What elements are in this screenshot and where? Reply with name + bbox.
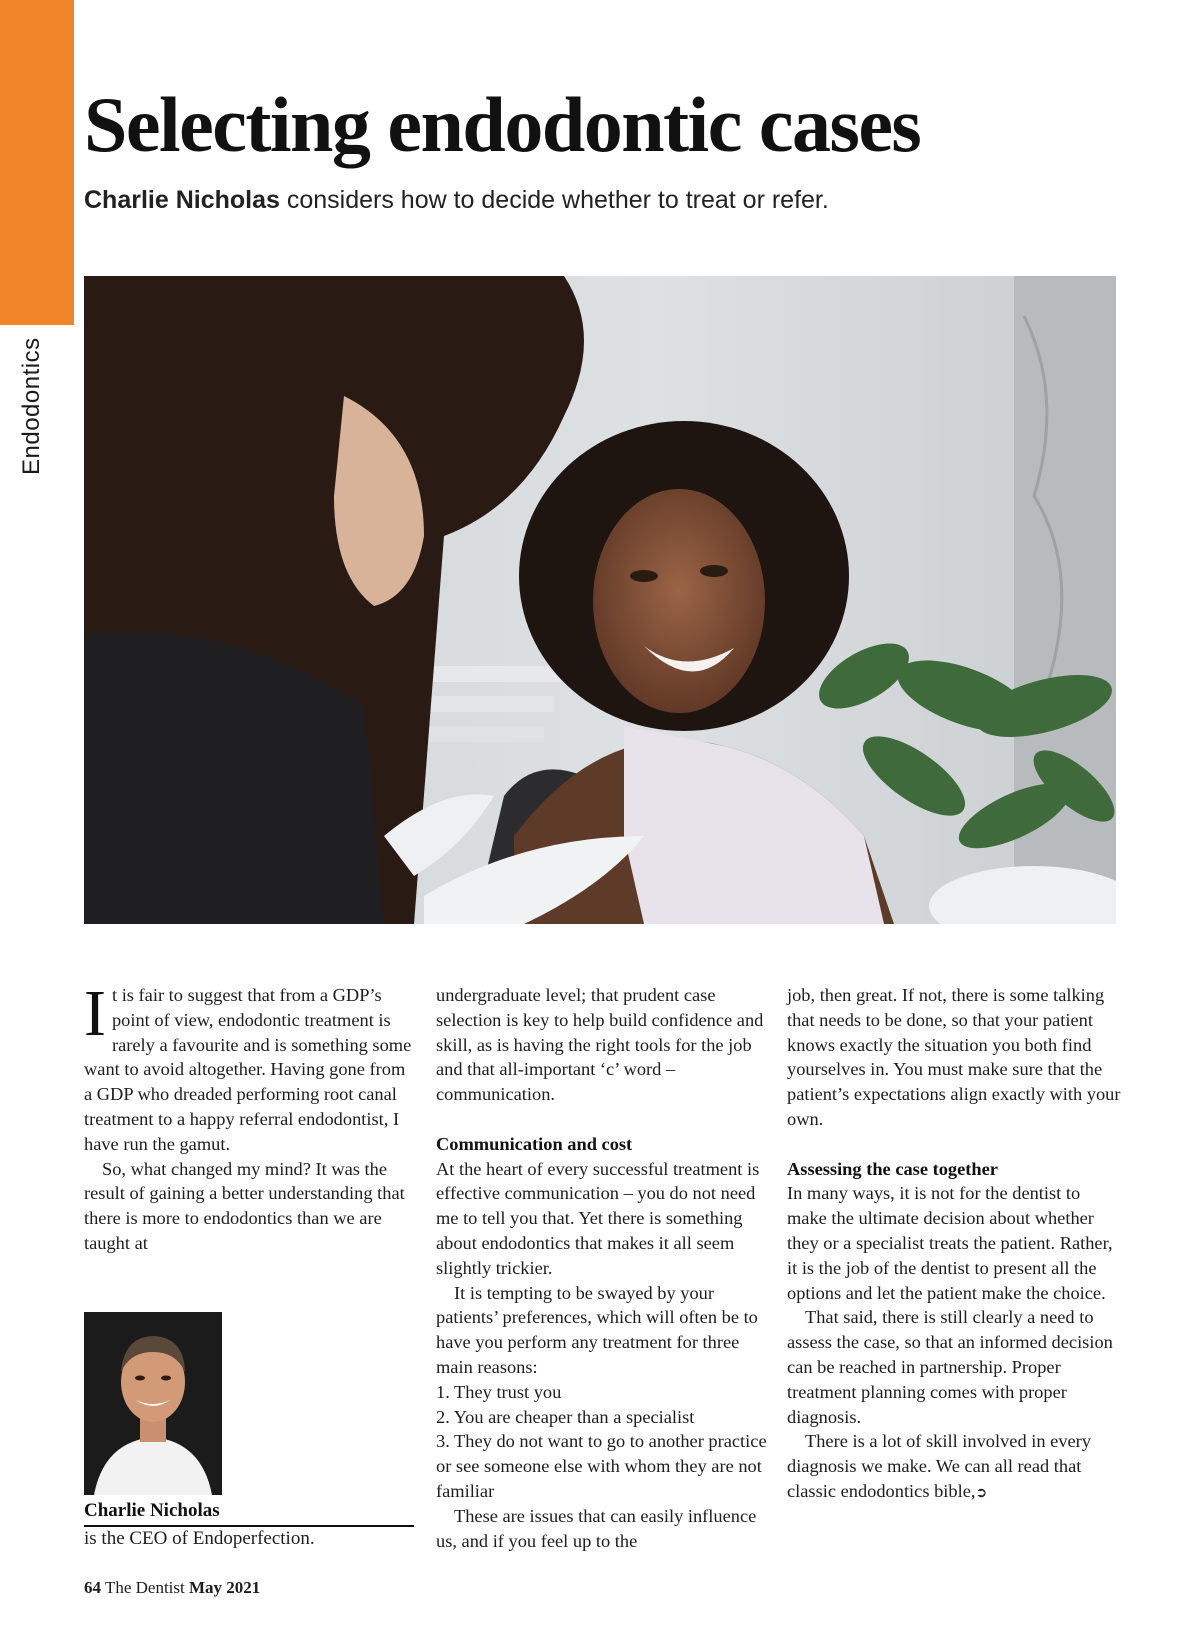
author-photo-illustration	[84, 1312, 222, 1495]
list-item: 3. They do not want to go to another practice or see someone else with whom they are not familiar	[436, 1431, 767, 1501]
list-item: 2. You are cheaper than a specialist	[436, 1406, 695, 1427]
list-item: 1. They trust you	[436, 1381, 562, 1402]
magazine-name: The Dentist	[101, 1578, 189, 1597]
author-name: Charlie Nicholas	[84, 1500, 414, 1527]
article-column-2	[436, 983, 768, 1553]
reasons-list	[436, 1380, 768, 1504]
drop-cap: I	[84, 977, 106, 1050]
column2-paragraph-3: It is tempting to be swayed by your patients’ preferences, which will often be to have you perform any treatment for three main reasons:	[436, 1282, 758, 1377]
column1-paragraph-2: So, what changed my mind? It was the result of gaining a better understanding that there is more to endodontics than we are taught at	[84, 1158, 405, 1253]
section-label: Endodontics	[18, 337, 45, 475]
column2-paragraph-2: At the heart of every successful treatment is effective communication – you do not need me to tell you that. Yet there is something about endodontics that makes it all seem slightly trickier.	[436, 1158, 760, 1278]
article-column-1	[84, 977, 416, 1256]
column3-paragraph-4: There is a lot of skill involved in every diagnosis we make. We can all read that classic endodontics bible,	[787, 1431, 1092, 1501]
hero-photo-illustration	[84, 276, 1116, 924]
page-footer	[84, 1578, 260, 1598]
issue-date: May 2021	[188, 1578, 261, 1597]
standfirst-author: Charlie Nicholas	[84, 186, 280, 214]
column3-paragraph-1: job, then great. If not, there is some talking that needs to be done, so that your patient knows exactly the situation you both find yourselves in. You must make sure that the patient’s expectations align exactly with your own.	[787, 985, 1121, 1129]
subheading-communication: Communication and cost	[436, 1133, 633, 1154]
column3-paragraph-2: In many ways, it is not for the dentist to make the ultimate decision about whether they or a specialist treats the patient. Rather, it is the job of the dentist to present all the options and let the patient make the choice.	[787, 1183, 1113, 1303]
standfirst	[84, 186, 829, 215]
standfirst-text: considers how to decide whether to treat or refer.	[279, 186, 829, 214]
author-photo	[84, 1312, 222, 1495]
subheading-assessing: Assessing the case together	[787, 1158, 998, 1179]
page-number: 64	[84, 1578, 101, 1597]
column3-paragraph-3: That said, there is still clearly a need to assess the case, so that an informed decision can be reached in partnership. Proper treatment planning comes with proper diagnosis.	[787, 1307, 1113, 1427]
article-title: Selecting endodontic cases	[84, 81, 921, 168]
column2-paragraph-4: These are issues that can easily influence us, and if you feel up to the	[436, 1505, 757, 1551]
author-bio: is the CEO of Endoperfection.	[84, 1528, 315, 1549]
continue-arrow-icon: ➲	[975, 1484, 988, 1501]
column1-paragraph-1: t is fair to suggest that from a GDP’s point of view, endodontic treatment is rarely a favourite and is something some want to avoid altogether. Having gone from a GDP who dreaded performing root canal treatment to a happy referral endodontist, I have run the gamut.	[84, 985, 412, 1154]
section-color-tab	[0, 0, 74, 325]
article-column-3	[787, 983, 1122, 1506]
hero-photo	[84, 276, 1116, 924]
column2-paragraph-1: undergraduate level; that prudent case selection is key to help build confidence and skill, as is having the right tools for the job and that all-important ‘c’ word – communication.	[436, 985, 764, 1105]
